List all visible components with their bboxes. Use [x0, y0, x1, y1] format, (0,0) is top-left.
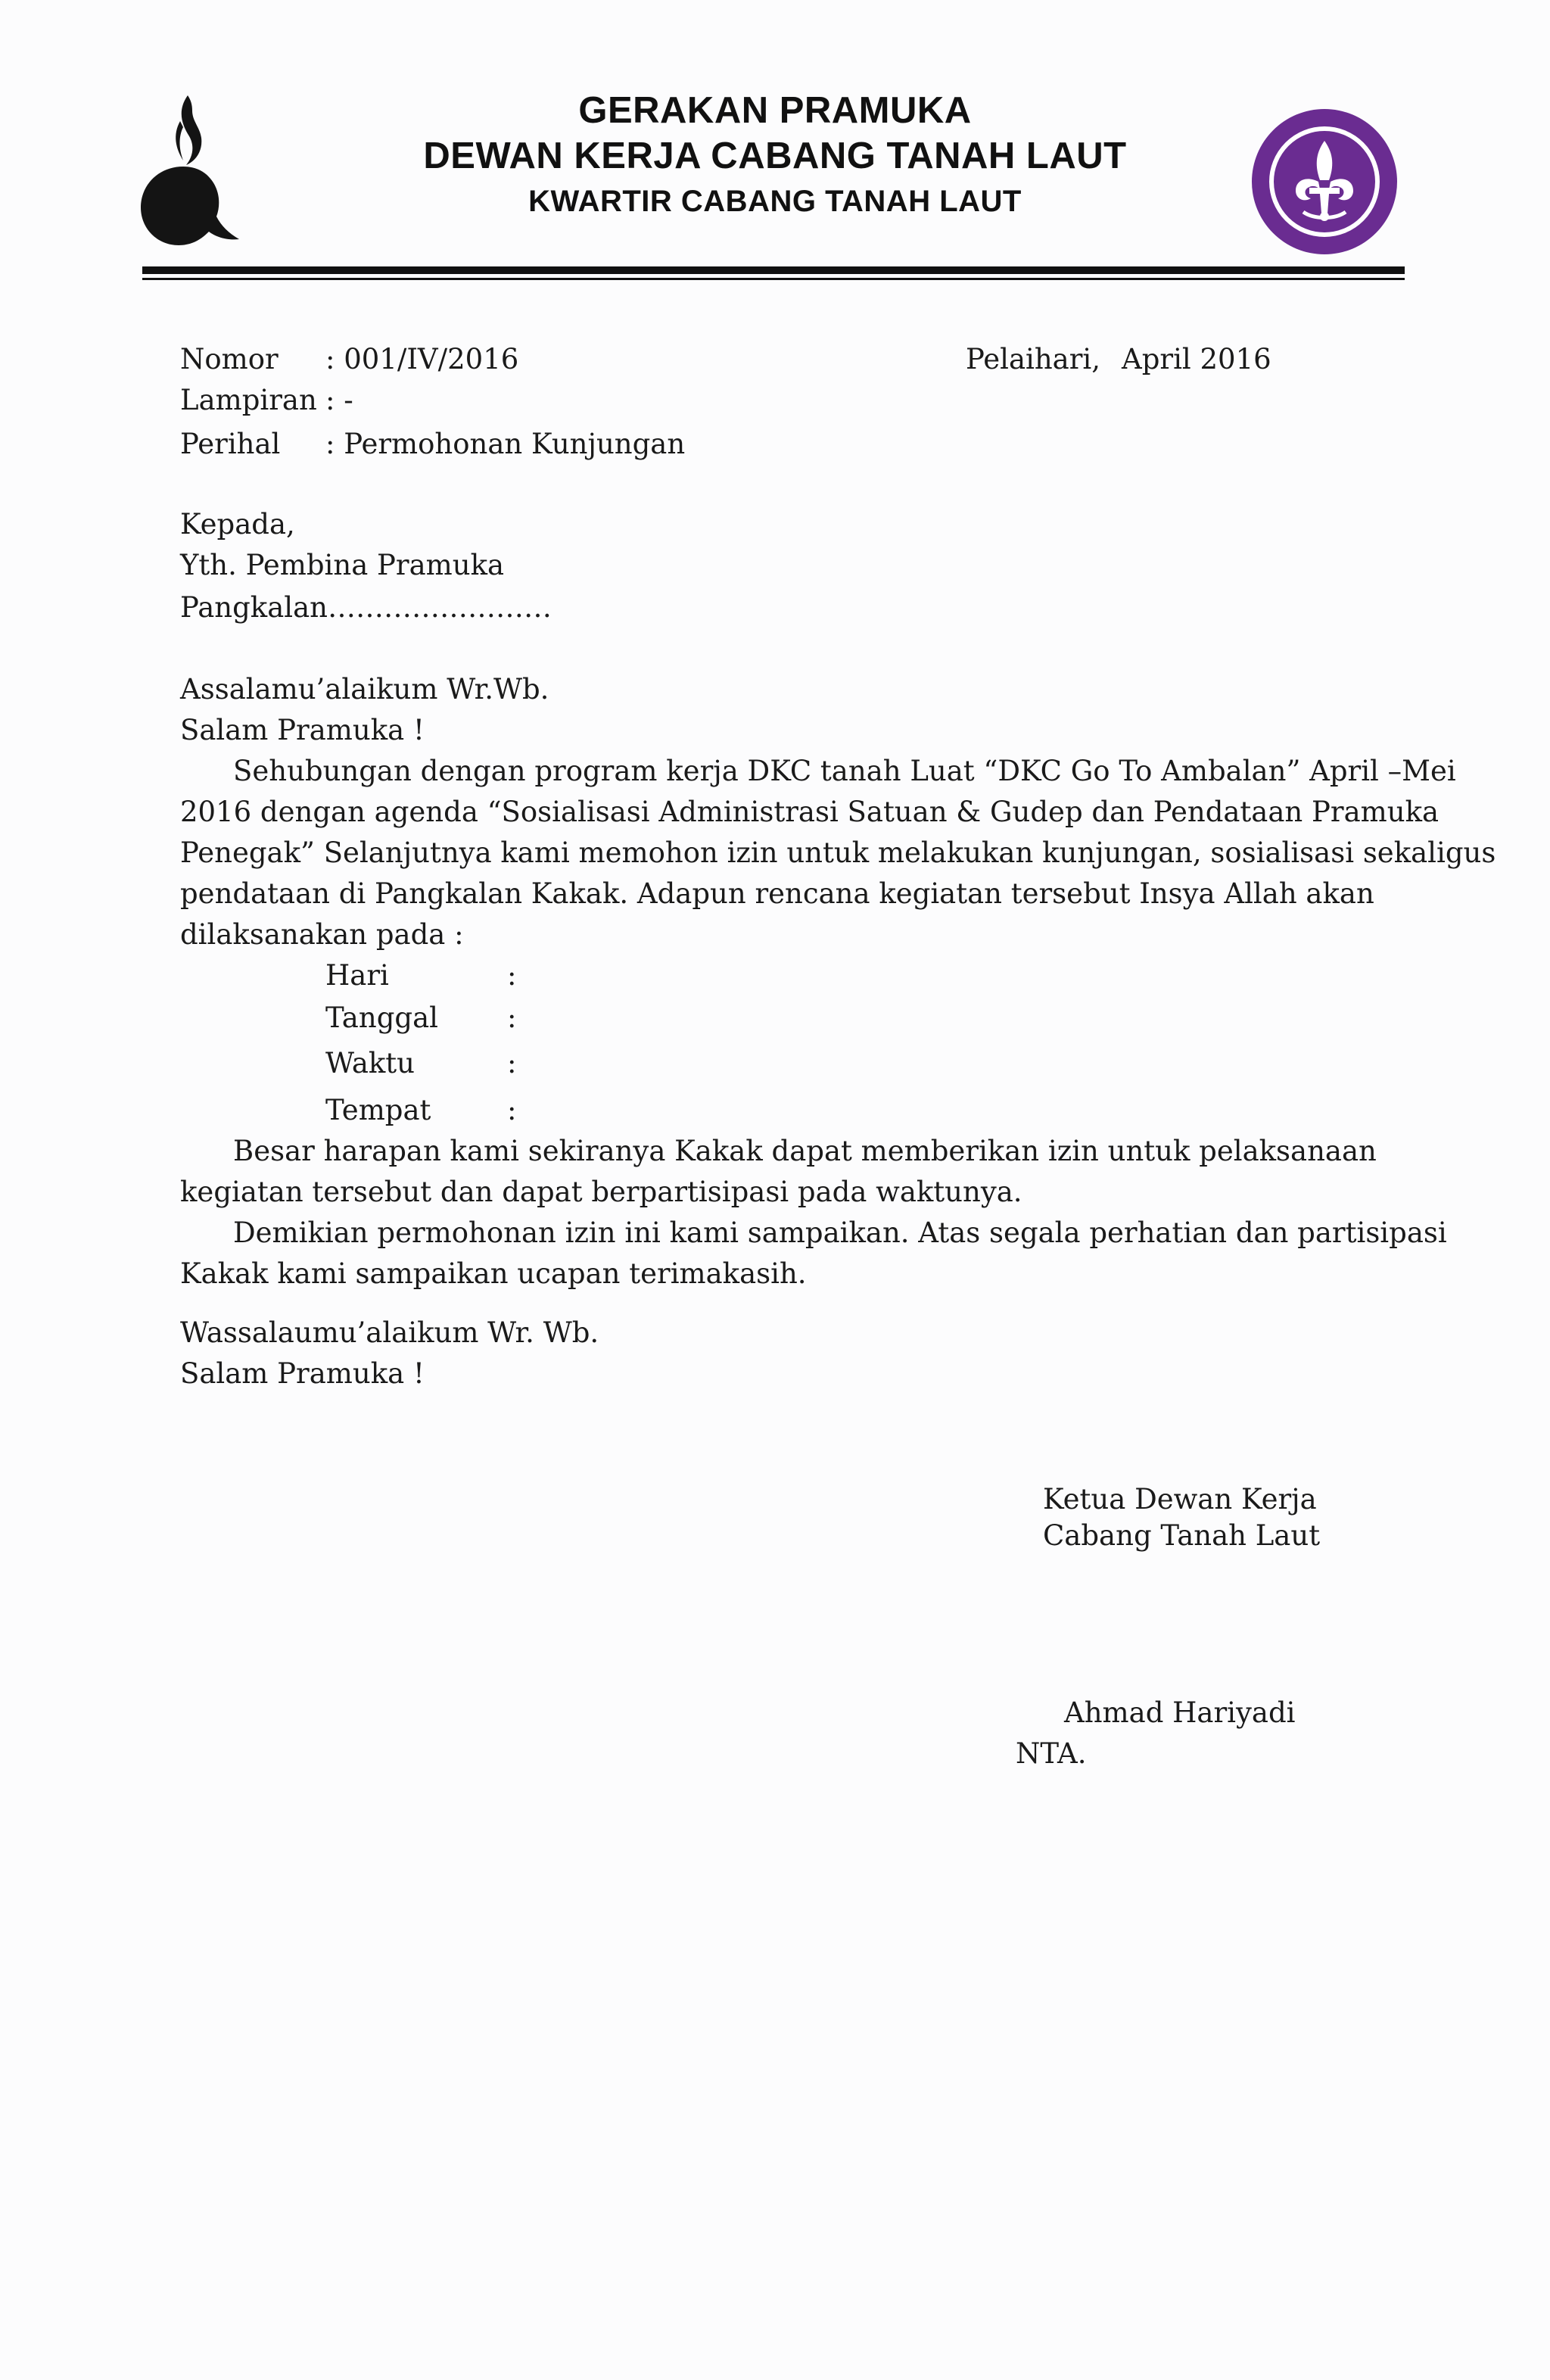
signature-name: Ahmad Hariyadi	[1064, 1696, 1296, 1729]
paragraph-3-line: Demikian permohonan izin ini kami sampaikan. Atas segala perhatian dan partisipasi	[233, 1216, 1447, 1249]
org-name-line3: KWARTIR CABANG TANAH LAUT	[528, 185, 1022, 218]
org-name-line1: GERAKAN PRAMUKA	[578, 90, 972, 131]
header-divider-thick	[142, 266, 1405, 274]
schedule-colon: :	[507, 1094, 517, 1126]
schedule-colon: :	[507, 1002, 517, 1034]
paragraph-3-line: Kakak kami sampaikan ucapan terimakasih.	[180, 1257, 807, 1290]
greeting-line1: Assalamu’alaikum Wr.Wb.	[180, 673, 549, 706]
signature-title-line1: Ketua Dewan Kerja	[1043, 1483, 1317, 1516]
lampiran-label: Lampiran	[180, 384, 317, 416]
paragraph-1-line: 2016 dengan agenda “Sosialisasi Administrasi Satuan & Gudep dan Pendataan Pramuka	[180, 796, 1440, 828]
paragraph-1-line: pendataan di Pangkalan Kakak. Adapun rencana kegiatan tersebut Insya Allah akan	[180, 877, 1374, 910]
greeting-line2: Salam Pramuka !	[180, 714, 425, 746]
nomor-value: : 001/IV/2016	[325, 343, 519, 375]
signature-nta: NTA.	[1016, 1737, 1087, 1770]
closing-line1: Wassalaumu’alaikum Wr. Wb.	[180, 1316, 599, 1349]
paragraph-2	[180, 1131, 1377, 1213]
letter-place: Pelaihari,	[966, 343, 1101, 375]
letter-date: April 2016	[1122, 343, 1271, 375]
signature-title-line2: Cabang Tanah Laut	[1043, 1519, 1321, 1552]
paragraph-2-line: Besar harapan kami sekiranya Kakak dapat memberikan izin untuk pelaksanaan	[233, 1135, 1377, 1167]
paragraph-2-line: kegiatan tersebut dan dapat berpartisipasi pada waktunya.	[180, 1176, 1022, 1208]
paragraph-1	[180, 751, 1496, 955]
paragraph-1-line: Penegak” Selanjutnya kami memohon izin untuk melakukan kunjungan, sosialisasi sekaligus	[180, 836, 1496, 869]
recipient-line1: Kepada,	[180, 508, 295, 540]
schedule-label-hari: Hari	[325, 959, 389, 992]
nomor-label: Nomor	[180, 343, 279, 375]
paragraph-1-line: dilaksanakan pada :	[180, 918, 464, 951]
perihal-label: Perihal	[180, 428, 281, 460]
recipient-line3: Pangkalan……………………	[180, 591, 552, 624]
closing-line2: Salam Pramuka !	[180, 1357, 425, 1390]
perihal-value: : Permohonan Kunjungan	[325, 428, 686, 460]
world-scout-emblem-icon	[1250, 107, 1399, 256]
schedule-label-waktu: Waktu	[325, 1047, 415, 1079]
schedule-colon: :	[507, 959, 517, 992]
paragraph-3	[180, 1213, 1447, 1294]
schedule-label-tanggal: Tanggal	[325, 1002, 438, 1034]
schedule-colon: :	[507, 1047, 517, 1079]
schedule-label-tempat: Tempat	[325, 1094, 431, 1126]
recipient-line2: Yth. Pembina Pramuka	[180, 549, 505, 581]
header-divider-thin	[142, 278, 1405, 280]
paragraph-1-line: Sehubungan dengan program kerja DKC tanah Luat “DKC Go To Ambalan” April –Mei	[233, 755, 1456, 787]
lampiran-value: : -	[325, 384, 353, 416]
org-name-line2: DEWAN KERJA CABANG TANAH LAUT	[423, 136, 1127, 176]
